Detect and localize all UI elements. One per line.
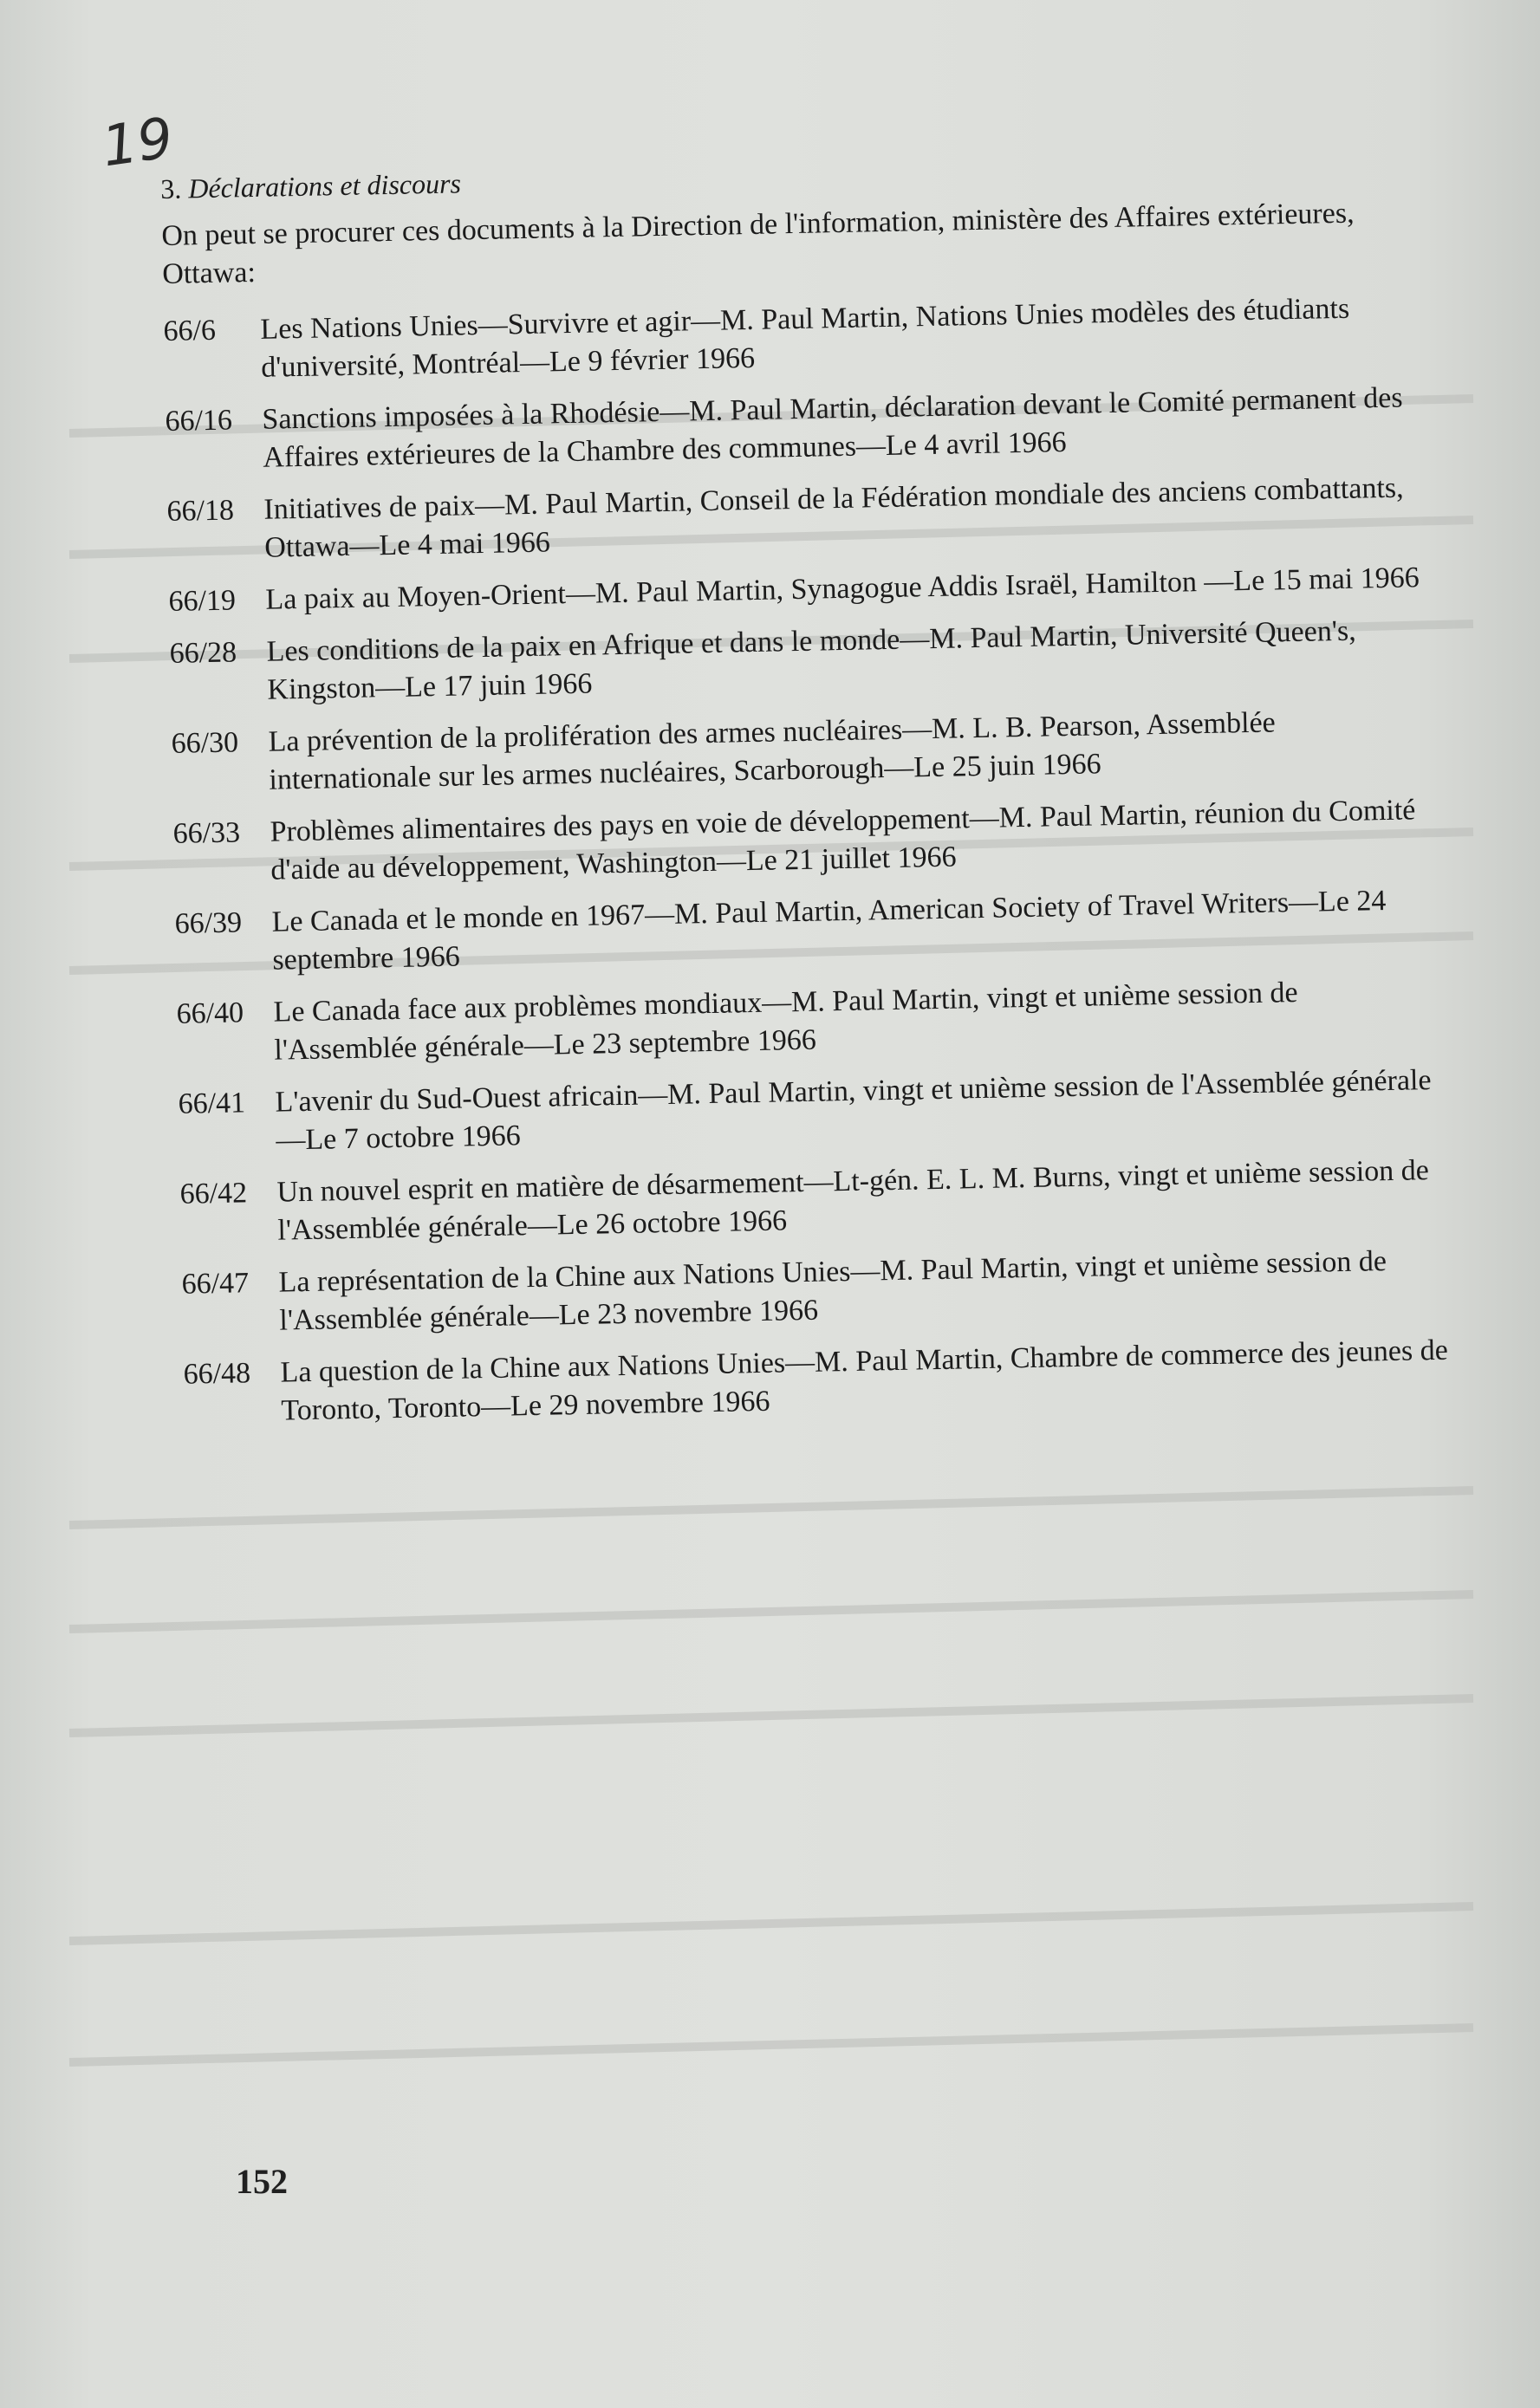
statement-code: 66/47	[181, 1267, 250, 1301]
statement-code: 66/33	[172, 816, 241, 850]
statement-code: 66/30	[171, 726, 239, 760]
statement-code: 66/28	[169, 636, 237, 670]
statement-code: 66/19	[168, 584, 237, 618]
list-item	[181, 1242, 1447, 1342]
statement-text: Sanctions imposées à la Rhodésie—M. Paul Martin, déclaration devant le Comité permanent des Affaires extérieures de la Chambre des communes—Le 4 avril 1966	[262, 381, 1403, 474]
section-title: Déclarations et discours	[187, 167, 462, 204]
statement-code: 66/16	[165, 404, 233, 438]
list-item	[163, 289, 1429, 389]
statement-code: 66/40	[176, 996, 244, 1030]
statement-code: 66/48	[183, 1357, 251, 1391]
statement-code: 66/39	[174, 906, 243, 940]
statement-text: Le Canada et le monde en 1967—M. Paul Martin, American Society of Travel Writers—Le 24 septembre 1966	[271, 885, 1387, 977]
handwritten-margin-mark: 19	[98, 106, 178, 180]
page-number: 152	[236, 2162, 288, 2201]
list-item	[183, 1332, 1449, 1432]
list-item	[176, 971, 1442, 1072]
statement-text: La représentation de la Chine aux Nations Unies—M. Paul Martin, vingt et unième session de l'Assemblée générale—Le 23 novembre 1966	[278, 1245, 1387, 1337]
statement-text: L'avenir du Sud-Ouest africain—M. Paul Martin, vingt et unième session de l'Assemblée générale—Le 7 octobre 1966	[275, 1064, 1432, 1157]
statement-text: Un nouvel esprit en matière de désarmement—Lt-gén. E. L. M. Burns, vingt et unième session de l'Assemblée générale—Le 26 octobre 1966	[276, 1154, 1430, 1247]
section-number: 3.	[160, 172, 182, 204]
statement-text: La prévention de la prolifération des armes nucléaires—M. L. B. Pearson, Assemblée internationale sur les armes nucléaires, Scarborough—Le 25 juin 1966	[268, 706, 1277, 796]
list-item	[169, 611, 1435, 711]
statement-code: 66/42	[179, 1177, 248, 1210]
list-item	[166, 469, 1433, 569]
list-item	[179, 1152, 1446, 1252]
statement-code: 66/41	[178, 1087, 246, 1120]
statement-text: Problèmes alimentaires des pays en voie de développement—M. Paul Martin, réunion du Comité d'aide au développement, Washington—Le 21 juillet 1966	[270, 794, 1416, 886]
statement-text: Les conditions de la paix en Afrique et dans le monde—M. Paul Martin, Université Queen's, Kingston—Le 17 juin 1966	[266, 614, 1356, 706]
statement-text: La paix au Moyen-Orient—M. Paul Martin, Synagogue Addis Israël, Hamilton —Le 15 mai 1966	[265, 561, 1420, 616]
statement-code: 66/18	[166, 494, 235, 528]
statement-text: Les Nations Unies—Survivre et agir—M. Paul Martin, Nations Unies modèles des étudiants d'université, Montréal—Le 9 février 1966	[260, 292, 1350, 384]
statement-text: La question de la Chine aux Nations Unies—M. Paul Martin, Chambre de commerce des jeunes de Toronto, Toronto—Le 29 novembre 1966	[280, 1334, 1449, 1427]
statement-text: Initiatives de paix—M. Paul Martin, Conseil de la Fédération mondiale des anciens combattants, Ottawa—Le 4 mai 1966	[263, 471, 1404, 564]
statement-list	[163, 289, 1450, 1432]
document-content	[160, 149, 1450, 1446]
list-item	[171, 701, 1437, 802]
statement-code: 66/6	[163, 314, 217, 347]
list-item	[165, 379, 1431, 479]
list-item	[168, 559, 1434, 621]
intro-paragraph: On peut se procurer ces documents à la Direction de l'information, ministère des Affaires extérieures, Ottawa:	[161, 197, 1355, 290]
statement-text: Le Canada face aux problèmes mondiaux—M. Paul Martin, vingt et unième session de l'Assemblée générale—Le 23 septembre 1966	[273, 976, 1298, 1067]
list-item	[178, 1061, 1444, 1162]
list-item	[174, 881, 1440, 982]
list-item	[172, 791, 1439, 892]
